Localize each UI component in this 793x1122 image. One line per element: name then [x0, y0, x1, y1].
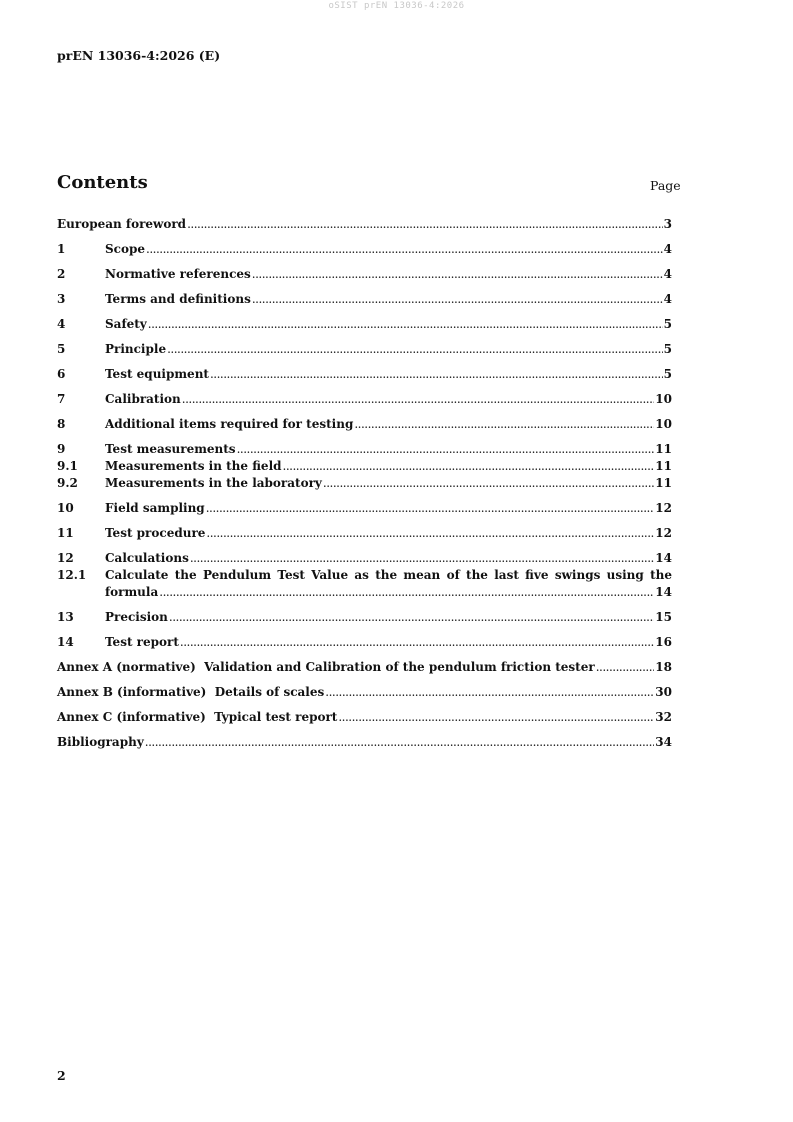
- toc-leader: [596, 659, 655, 676]
- toc-title: Annex B (informative) Details of scales: [57, 685, 325, 699]
- toc-page: 5: [663, 367, 672, 381]
- toc-title: Bibliography: [57, 735, 144, 749]
- toc-number: 5: [57, 342, 66, 356]
- toc-title: Calibration: [105, 392, 181, 406]
- toc-leader: [283, 458, 655, 475]
- toc-leader: [210, 366, 663, 383]
- toc-leader: [237, 441, 655, 458]
- page-column-label: Page: [650, 178, 681, 193]
- toc-page: 32: [655, 710, 672, 724]
- toc-leader: [180, 634, 654, 651]
- toc-page: 11: [655, 442, 672, 456]
- toc-page: 12: [655, 501, 672, 515]
- toc-entry-safety[interactable]: [57, 316, 672, 333]
- toc-leader: [354, 416, 654, 433]
- toc-title: Test report: [105, 635, 179, 649]
- toc-entry-terms-and-definitions[interactable]: [57, 291, 672, 308]
- toc-page: 4: [663, 242, 672, 256]
- toc-page: 34: [655, 735, 672, 749]
- toc-title: Additional items required for testing: [105, 417, 354, 431]
- toc-number: 11: [57, 526, 74, 540]
- toc-title: Terms and definitions: [105, 292, 251, 306]
- toc-title: Calculate the Pendulum Test Value as the mean of the last five swings using the: [105, 568, 672, 582]
- toc-leader: [190, 550, 654, 567]
- toc-title: Precision: [105, 610, 168, 624]
- toc-title: Test procedure: [105, 526, 206, 540]
- toc-entry-test-equipment[interactable]: [57, 366, 672, 383]
- toc-number: 1: [57, 242, 66, 256]
- toc-number: 9.1: [57, 459, 78, 473]
- toc-leader: [145, 734, 655, 751]
- toc-entry-precision[interactable]: [57, 609, 672, 626]
- toc-title: Scope: [105, 242, 146, 256]
- toc-title: Field sampling: [105, 501, 205, 515]
- toc-page: 10: [655, 417, 672, 431]
- toc-entry-bibliography[interactable]: [57, 734, 672, 751]
- toc-title: Calculations: [105, 551, 189, 565]
- toc-page: 16: [655, 635, 672, 649]
- toc-title: Test equipment: [105, 367, 209, 381]
- toc-title: Normative references: [105, 267, 251, 281]
- toc-title: Measurements in the laboratory: [105, 476, 322, 490]
- toc-leader: [325, 684, 654, 701]
- toc-entry-normative-references[interactable]: [57, 266, 672, 283]
- toc-page: 10: [655, 392, 672, 406]
- toc-page: 5: [663, 317, 672, 331]
- contents-heading: Contents: [57, 172, 148, 193]
- toc-page: 14: [655, 585, 672, 599]
- toc-leader: [252, 266, 663, 283]
- toc-title: Measurements in the field: [105, 459, 282, 473]
- toc-leader: [167, 341, 663, 358]
- toc-number: 9: [57, 442, 66, 456]
- toc-number: 4: [57, 317, 66, 331]
- toc-leader: [206, 500, 655, 517]
- toc-entry-annex-c[interactable]: [57, 709, 672, 726]
- toc-entry-test-measurements[interactable]: [57, 441, 672, 458]
- toc-number: 9.2: [57, 476, 78, 490]
- toc-leader: [187, 216, 663, 233]
- toc-entry-additional-items[interactable]: [57, 416, 672, 433]
- toc-entry-test-report[interactable]: [57, 634, 672, 651]
- toc-page: 30: [655, 685, 672, 699]
- toc-leader: [146, 241, 663, 258]
- toc-title: Annex A (normative) Validation and Calibration of the pendulum friction tester: [57, 660, 595, 674]
- toc-leader: [252, 291, 663, 308]
- toc-page: 3: [663, 217, 672, 231]
- toc-entry-calculations[interactable]: [57, 550, 672, 567]
- toc-number: 12: [57, 551, 74, 565]
- watermark: oSIST prEN 13036-4:2026: [328, 1, 465, 11]
- toc-number: 14: [57, 635, 74, 649]
- toc-page: 4: [663, 292, 672, 306]
- toc-title: Test measurements: [105, 442, 236, 456]
- toc-page: 14: [655, 551, 672, 565]
- toc-number: 10: [57, 501, 74, 515]
- toc-entry-field-sampling[interactable]: [57, 500, 672, 517]
- toc-leader: [169, 609, 654, 626]
- toc-number: 8: [57, 417, 66, 431]
- toc-entry-principle[interactable]: [57, 341, 672, 358]
- toc-number: 3: [57, 292, 66, 306]
- toc-entry-annex-b[interactable]: [57, 684, 672, 701]
- toc-entry-scope[interactable]: [57, 241, 672, 258]
- toc-page: 4: [663, 267, 672, 281]
- toc-entry-calibration[interactable]: [57, 391, 672, 408]
- toc-number: 13: [57, 610, 74, 624]
- toc-title: Principle: [105, 342, 167, 356]
- toc-entry-measurements-laboratory[interactable]: [57, 475, 672, 492]
- page-number: 2: [57, 1068, 66, 1083]
- toc-page: 11: [655, 459, 672, 473]
- toc-entry-annex-a[interactable]: [57, 659, 672, 676]
- toc-page: 12: [655, 526, 672, 540]
- toc-leader: [206, 525, 654, 542]
- toc-entry-test-procedure[interactable]: [57, 525, 672, 542]
- toc-title: Safety: [105, 317, 147, 331]
- toc-number: 12.1: [57, 568, 87, 582]
- table-of-contents: [57, 216, 672, 751]
- toc-page: 18: [655, 660, 672, 674]
- toc-number: 7: [57, 392, 66, 406]
- toc-number: 6: [57, 367, 66, 381]
- toc-leader: [182, 391, 655, 408]
- toc-entry-foreword[interactable]: [57, 216, 672, 233]
- toc-page: 15: [655, 610, 672, 624]
- toc-title: European foreword: [57, 217, 187, 231]
- toc-leader: [338, 709, 654, 726]
- toc-leader: [148, 316, 663, 333]
- toc-leader: [323, 475, 654, 492]
- toc-number: 2: [57, 267, 66, 281]
- toc-title-continued: formula: [105, 585, 159, 599]
- toc-leader: [159, 584, 654, 601]
- document-id: prEN 13036-4:2026 (E): [57, 48, 221, 63]
- toc-title: Annex C (informative) Typical test report: [57, 710, 338, 724]
- toc-page: 5: [663, 342, 672, 356]
- toc-entry-pendulum-test-value[interactable]: [57, 567, 672, 601]
- toc-page: 11: [655, 476, 672, 490]
- toc-entry-measurements-field[interactable]: [57, 458, 672, 475]
